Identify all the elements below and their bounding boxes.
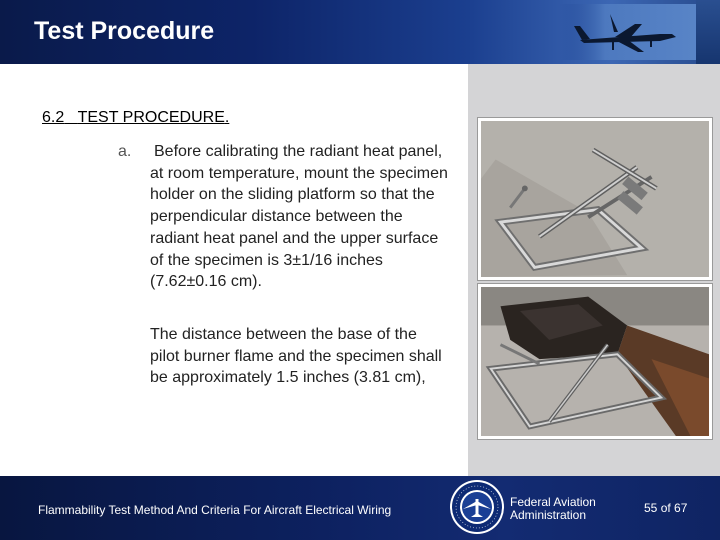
page-number (644, 501, 687, 515)
faa-seal-icon (449, 479, 505, 535)
agency-line-1: Federal Aviation (510, 495, 596, 509)
presentation-title: Flammability Test Method And Criteria For Aircraft Electrical Wiring (38, 503, 392, 517)
procedure-paragraph-1: Before calibrating the radiant heat panel, at room temperature, mount the specimen holder on the sliding platform so that the perpendicular distance between the radiant heat panel and the upper surface of the specimen is 3±1/16 inches (7.62±0.16 cm). (150, 143, 448, 291)
agency-line-2: Administration (510, 508, 587, 522)
section-heading (42, 109, 229, 127)
section-number: 6.2 (42, 109, 65, 126)
specimen-holder-photo (478, 118, 712, 280)
page-current: 55 (644, 501, 658, 515)
slide-header (0, 0, 720, 64)
header-accent-strip (696, 0, 720, 64)
burner-assembly-photo (478, 284, 712, 439)
agency-name (510, 496, 620, 522)
airplane-icon (560, 4, 710, 60)
page-total: of 67 (660, 501, 688, 515)
section-trailing-dot: . (224, 109, 230, 126)
slide-title: Test Procedure (34, 17, 215, 45)
procedure-paragraph-2: The distance between the base of the pilot burner flame and the specimen shall be approximately 1.5 inches (3.81 cm), (150, 326, 442, 387)
list-item-marker: a. (118, 143, 132, 160)
section-title: TEST PROCEDURE (77, 109, 225, 126)
